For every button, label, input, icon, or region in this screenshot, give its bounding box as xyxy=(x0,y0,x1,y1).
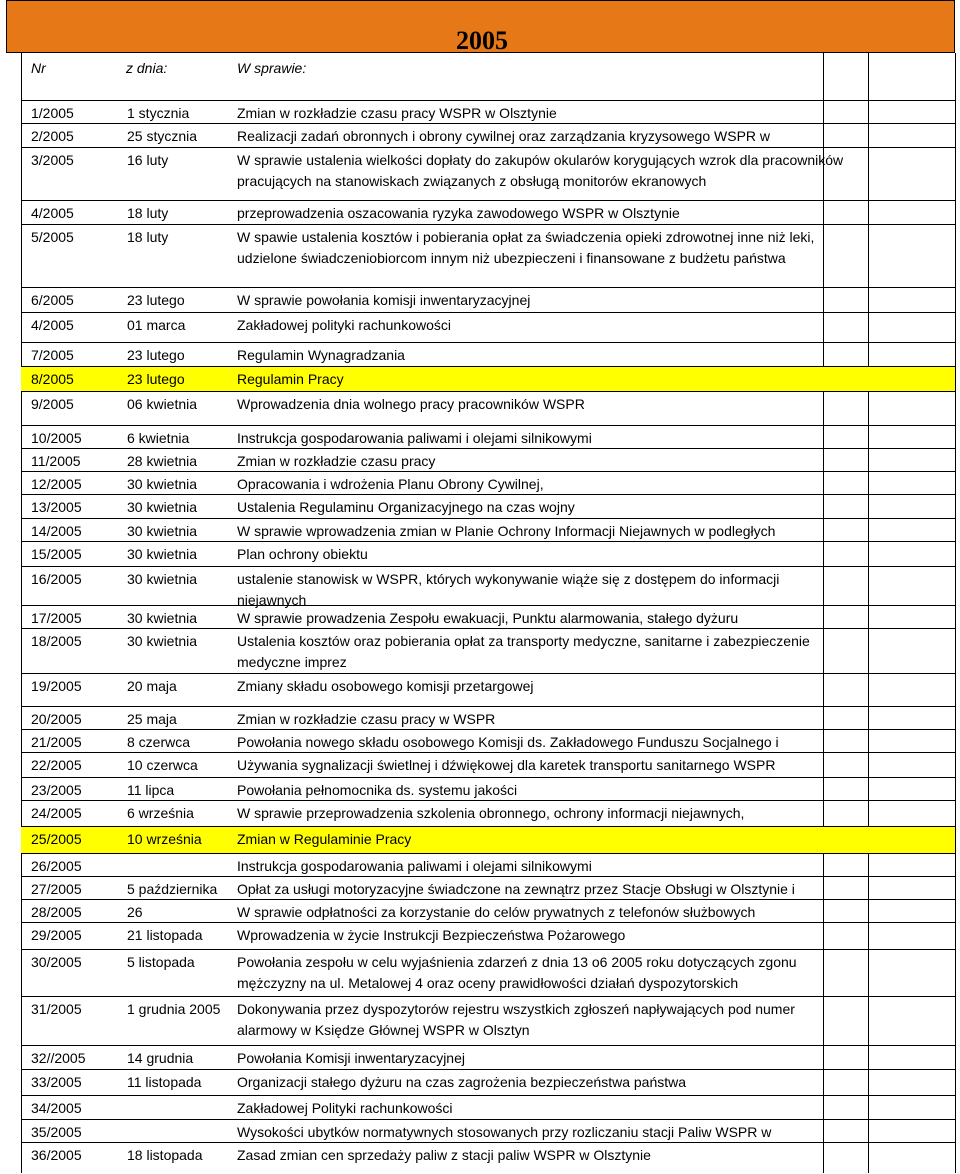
cell-date: 06 kwietnia xyxy=(127,396,198,412)
cell-nr: 19/2005 xyxy=(31,678,82,694)
cell-desc: Instrukcja gospodarowania paliwami i olejami silnikowymi xyxy=(237,858,592,874)
cell-date: 30 kwietnia xyxy=(127,571,198,587)
table-row xyxy=(21,541,955,566)
cell-nr: 31/2005 xyxy=(31,1001,82,1017)
table-row xyxy=(21,287,955,313)
cell-desc: Regulamin Pracy xyxy=(237,371,344,387)
table-row xyxy=(21,147,955,200)
cell-desc: W sprawie ustalenia wielkości dopłaty do zakupów okularów korygujących wzrok dla pracowników pracujących na stanowiskach związanych z obsługą monitorów ekranowych xyxy=(237,152,844,189)
cell-desc: W spawie ustalenia kosztów i pobierania opłat za świadczenia opieki zdrowotnej inne niż leki, udzielone świadczeniobiorcom innym niż ubezpieczeni i finansowane z budżetu państwa xyxy=(237,229,815,266)
table-row xyxy=(21,342,955,367)
table-row xyxy=(21,899,955,922)
table-row xyxy=(21,777,955,800)
table-row xyxy=(21,628,955,673)
cell-nr: 25/2005 xyxy=(31,831,82,847)
cell-date: 30 kwietnia xyxy=(127,499,198,515)
cell-desc: Zasad zmian cen sprzedaży paliw z stacji paliw WSPR w Olsztynie xyxy=(237,1147,651,1163)
cell-date: 23 lutego xyxy=(127,347,185,363)
cell-nr: 27/2005 xyxy=(31,881,82,897)
cell-nr: 18/2005 xyxy=(31,633,82,649)
cell-nr: 32//2005 xyxy=(31,1050,86,1066)
cell-desc: Dokonywania przez dyspozytorów rejestru wszystkich zgłoszeń napływających pod numer alarmowy w Księdze Głównej WSPR w Olsztyn xyxy=(237,1001,795,1038)
cell-desc: Ustalenia Regulaminu Organizacyjnego na czas wojny xyxy=(237,499,575,515)
cell-nr: 35/2005 xyxy=(31,1124,82,1140)
cell-nr: 22/2005 xyxy=(31,757,82,773)
cell-nr: 36/2005 xyxy=(31,1147,82,1163)
cell-nr: 20/2005 xyxy=(31,711,82,727)
cell-desc: Używania sygnalizacji świetlnej i dźwiękowej dla karetek transportu sanitarnego WSPR xyxy=(237,757,776,773)
cell-date: 30 kwietnia xyxy=(127,546,198,562)
cell-date: 30 kwietnia xyxy=(127,633,198,649)
cell-desc: przeprowadzenia oszacowania ryzyka zawodowego WSPR w Olsztynie xyxy=(237,205,680,221)
cell-desc: Zakładowej polityki rachunkowości xyxy=(237,317,451,333)
table-row xyxy=(21,471,955,495)
cell-desc: Wprowadzenia dnia wolnego pracy pracowników WSPR xyxy=(237,396,585,412)
cell-desc: Powołania nowego składu osobowego Komisji ds. Zakładowego Funduszu Socjalnego i xyxy=(237,734,779,750)
cell-date: 10 września xyxy=(127,831,202,847)
cell-desc: Opłat za usługi motoryzacyjne świadczone na zewnątrz przez Stacje Obsługi w Olsztynie i xyxy=(237,881,795,897)
cell-date: 20 maja xyxy=(127,678,177,694)
cell-date: 11 lipca xyxy=(127,782,175,798)
cell-nr: 16/2005 xyxy=(31,571,82,587)
table-row xyxy=(21,448,955,471)
cell-nr: 9/2005 xyxy=(31,396,74,412)
cell-nr: 6/2005 xyxy=(31,292,74,308)
table-row xyxy=(21,1095,955,1119)
table-row xyxy=(21,876,955,900)
cell-desc: ustalenie stanowisk w WSPR, których wykonywanie wiąże się z dostępem do informacji niejawnych xyxy=(237,571,780,608)
cell-nr: 2/2005 xyxy=(31,128,74,144)
cell-nr: 28/2005 xyxy=(31,904,82,920)
cell-desc: Zakładowej Polityki rachunkowości xyxy=(237,1100,453,1116)
table-row xyxy=(21,605,955,628)
cell-desc: W sprawie powołania komisji inwentaryzacyjnej xyxy=(237,292,531,308)
cell-nr: 11/2005 xyxy=(31,453,81,469)
cell-nr: 29/2005 xyxy=(31,927,82,943)
cell-desc: Zmian w rozkładzie czasu pracy w WSPR xyxy=(237,711,496,727)
cell-date: 25 maja xyxy=(127,711,177,727)
column-header-nr: Nr xyxy=(31,60,46,76)
table-row xyxy=(21,752,955,778)
cell-date: 21 listopada xyxy=(127,927,203,943)
cell-desc: Zmian w rozkładzie czasu pracy WSPR w Olsztynie xyxy=(237,105,557,121)
column-header-date: z dnia: xyxy=(126,60,168,76)
table-row xyxy=(21,312,955,342)
cell-date: 26 xyxy=(127,904,143,920)
cell-date: 6 kwietnia xyxy=(127,430,190,446)
cell-desc: Realizacji zadań obronnych i obrony cywilnej oraz zarządzania kryzysowego WSPR w xyxy=(237,128,771,144)
cell-nr: 21/2005 xyxy=(31,734,82,750)
cell-nr: 26/2005 xyxy=(31,858,82,874)
cell-date: 18 luty xyxy=(127,205,169,221)
table-row xyxy=(21,996,955,1045)
cell-nr: 15/2005 xyxy=(31,546,82,562)
cell-date: 10 czerwca xyxy=(127,757,198,773)
cell-date: 30 kwietnia xyxy=(127,610,198,626)
table-row xyxy=(21,922,955,949)
cell-nr: 14/2005 xyxy=(31,523,82,539)
cell-desc: Wysokości ubytków normatywnych stosowanych przy rozliczaniu stacji Paliw WSPR w xyxy=(237,1124,772,1140)
table-row xyxy=(21,1142,955,1174)
cell-date: 18 luty xyxy=(127,229,169,245)
table-row xyxy=(21,673,955,707)
cell-date: 30 kwietnia xyxy=(127,523,198,539)
cell-date: 5 listopada xyxy=(127,954,195,970)
cell-desc: Zmian w rozkładzie czasu pracy xyxy=(237,453,436,469)
cell-date: 1 stycznia xyxy=(127,105,190,121)
table-row xyxy=(21,1069,955,1096)
cell-nr: 4/2005 xyxy=(31,205,74,221)
cell-desc: W sprawie prowadzenia Zespołu ewakuacji, Punktu alarmowania, stałego dyżuru xyxy=(237,610,739,626)
cell-nr: 3/2005 xyxy=(31,152,74,168)
cell-nr: 34/2005 xyxy=(31,1100,82,1116)
cell-nr: 8/2005 xyxy=(31,371,74,387)
cell-desc: Powołania Komisji inwentaryzacyjnej xyxy=(237,1050,465,1066)
cell-desc: Ustalenia kosztów oraz pobierania opłat za transporty medyczne, sanitarne i zabezpieczenie medyczne imprez xyxy=(237,633,810,670)
table-row xyxy=(21,100,955,123)
cell-date: 1 grudnia 2005 xyxy=(127,1001,221,1017)
cell-desc: Instrukcja gospodarowania paliwami i olejami silnikowymi xyxy=(237,430,592,446)
cell-desc: Zmian w Regulaminie Pracy xyxy=(237,831,412,847)
cell-date: 16 luty xyxy=(127,152,169,168)
cell-date: 18 listopada xyxy=(127,1147,203,1163)
right-border xyxy=(955,53,956,1173)
cell-desc: Organizacji stałego dyżuru na czas zagrożenia bezpieczeństwa państwa xyxy=(237,1074,687,1090)
table-row xyxy=(21,949,955,997)
cell-desc: Wprowadzenia w życie Instrukcji Bezpieczeństwa Pożarowego xyxy=(237,927,626,943)
cell-desc: W sprawie odpłatności za korzystanie do celów prywatnych z telefonów służbowych xyxy=(237,904,756,920)
cell-nr: 13/2005 xyxy=(31,499,82,515)
table-row xyxy=(21,494,955,519)
column-header-desc: W sprawie: xyxy=(237,60,307,76)
cell-date: 11 listopada xyxy=(127,1074,202,1090)
table-row xyxy=(21,366,955,391)
table-row xyxy=(21,224,955,287)
cell-desc: Powołania zespołu w celu wyjaśnienia zdarzeń z dnia 13 o6 2005 roku dotyczących zgonu mężczyzny na ul. Metalowej 4 oraz oceny prawidłowości działań dyspozytorskich xyxy=(237,954,797,991)
table-row xyxy=(21,200,955,225)
cell-nr: 23/2005 xyxy=(31,782,82,798)
year-title: 2005 xyxy=(456,26,508,55)
cell-nr: 33/2005 xyxy=(31,1074,82,1090)
year-header-band xyxy=(6,0,955,53)
cell-date: 14 grudnia xyxy=(127,1050,194,1066)
table-row xyxy=(21,518,955,542)
table-row xyxy=(21,800,955,826)
table-row xyxy=(21,826,955,853)
cell-desc: Zmiany składu osobowego komisji przetargowej xyxy=(237,678,534,694)
table-row xyxy=(21,123,955,146)
table-row xyxy=(21,729,955,752)
cell-nr: 10/2005 xyxy=(31,430,82,446)
table-row xyxy=(21,706,955,730)
cell-desc: Plan ochrony obiektu xyxy=(237,546,368,562)
cell-desc: W sprawie wprowadzenia zmian w Planie Ochrony Informacji Niejawnych w podległych xyxy=(237,523,776,539)
cell-nr: 7/2005 xyxy=(31,347,74,363)
cell-date: 8 czerwca xyxy=(127,734,191,750)
cell-date: 23 lutego xyxy=(127,371,185,387)
cell-desc: Opracowania i wdrożenia Planu Obrony Cywilnej, xyxy=(237,476,544,492)
table-row xyxy=(21,425,955,449)
cell-nr: 30/2005 xyxy=(31,954,82,970)
cell-desc: Regulamin Wynagradzania xyxy=(237,347,405,363)
table-row xyxy=(21,1119,955,1142)
cell-date: 25 stycznia xyxy=(127,128,198,144)
table-row xyxy=(21,566,955,606)
cell-date: 28 kwietnia xyxy=(127,453,198,469)
table-row xyxy=(21,391,955,425)
cell-desc: Powołania pełnomocnika ds. systemu jakości xyxy=(237,782,518,798)
cell-date: 5 października xyxy=(127,881,218,897)
cell-date: 30 kwietnia xyxy=(127,476,198,492)
cell-nr: 5/2005 xyxy=(31,229,74,245)
cell-date: 6 września xyxy=(127,805,194,821)
table-row xyxy=(21,853,955,876)
cell-nr: 4/2005 xyxy=(31,317,74,333)
table-row xyxy=(21,1045,955,1069)
cell-desc: W sprawie przeprowadzenia szkolenia obronnego, ochrony informacji niejawnych, xyxy=(237,805,745,821)
cell-date: 23 lutego xyxy=(127,292,185,308)
cell-date: 01 marca xyxy=(127,317,186,333)
cell-nr: 24/2005 xyxy=(31,805,82,821)
cell-nr: 12/2005 xyxy=(31,476,82,492)
cell-nr: 17/2005 xyxy=(31,610,82,626)
cell-nr: 1/2005 xyxy=(31,105,74,121)
